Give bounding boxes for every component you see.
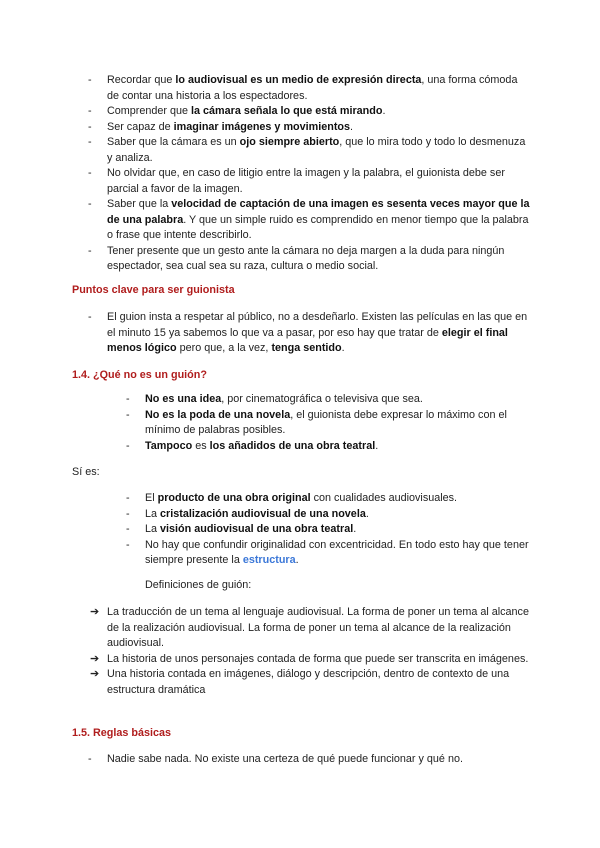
list-item: [88, 310, 531, 357]
text-run: .: [365, 507, 369, 520]
list-item: [126, 507, 531, 523]
bold-text: visión audiovisual de una obra teatral: [160, 523, 354, 535]
text-run: Una historia contada en imágenes, diálogo y descripción, dentro de contexto de una estructura dramática: [107, 668, 510, 696]
bold-text: No es la poda de una novela: [145, 408, 291, 421]
list-item: [88, 104, 531, 120]
bold-text: elegir el final menos lógico: [107, 326, 508, 354]
section-heading-puntos-clave: Puntos clave para ser guionista: [72, 284, 235, 296]
list-item: [126, 538, 531, 569]
dash-bullet-icon: -: [88, 105, 92, 117]
dash-bullet-icon: -: [126, 492, 130, 504]
list-item: [126, 408, 531, 439]
dash-bullet-icon: -: [126, 393, 130, 405]
dash-bullet-icon: -: [88, 311, 92, 323]
definiciones-list: [90, 605, 531, 698]
arrow-bullet-icon: ➔: [90, 652, 100, 665]
bold-text: tenga sentido: [271, 342, 342, 354]
text-run: Saber que la: [107, 198, 172, 210]
text-run: , el guionista debe expresar lo máximo con el mínimo de palabras posibles.: [145, 408, 507, 436]
text-run: es: [192, 439, 210, 452]
bold-text: velocidad de captación de una imagen es sesenta veces mayor que la de una palabra: [107, 198, 530, 226]
list-item: [90, 605, 531, 652]
no-es-list: [126, 392, 531, 454]
dash-bullet-icon: -: [126, 408, 130, 421]
dash-bullet-icon: -: [126, 507, 130, 520]
bold-text: cristalización audiovisual de una novela: [160, 507, 366, 520]
text-run: .: [295, 554, 299, 566]
bold-text: producto de una obra original: [157, 492, 311, 504]
bold-text: Tampoco: [145, 439, 193, 452]
text-run: La traducción de un tema al lenguaje audiovisual. La forma de poner un tema al alcance de la realización audiovisual. La forma de poner un tema al alcance de la realización audiovisual.: [107, 606, 529, 649]
puntos-clave-list: [88, 310, 531, 357]
text-run: La: [145, 523, 161, 535]
list-item: [88, 752, 531, 768]
dash-bullet-icon: -: [126, 439, 130, 452]
text-run: Ser capaz de: [107, 120, 174, 133]
text-run: pero que, a la vez,: [176, 342, 272, 354]
dash-bullet-icon: -: [88, 120, 92, 133]
bold-text: No es una idea: [145, 393, 222, 405]
text-run: No olvidar que, en caso de litigio entre la imagen y la palabra, el guionista debe ser parcial a favor de la imagen.: [107, 167, 505, 195]
arrow-bullet-icon: ➔: [90, 606, 100, 618]
text-run: .: [350, 120, 354, 133]
text-run: , una forma cómoda de contar una historia a los espectadores.: [107, 74, 518, 102]
dash-bullet-icon: -: [88, 136, 92, 148]
list-item: [126, 392, 531, 408]
text-run: , que lo mira todo y todo lo desmenuza y analiza.: [107, 136, 526, 164]
list-item: [90, 667, 531, 698]
text-run: .: [353, 523, 357, 535]
list-item: [126, 522, 531, 538]
bold-text: imaginar imágenes y movimientos: [173, 120, 351, 133]
bold-text: la cámara señala lo que está mirando: [191, 105, 383, 117]
text-run: La historia de unos personajes contada de forma que puede ser transcrita en imágenes.: [107, 652, 529, 665]
text-run: .: [341, 342, 345, 354]
list-item: [126, 491, 531, 507]
text-run: No hay que confundir originalidad con excentricidad. En todo esto hay que tener siempre presente la: [145, 538, 529, 566]
intro-list: [88, 73, 531, 275]
text-run: La: [145, 507, 161, 520]
list-item: [90, 652, 531, 668]
si-es-list: [126, 491, 531, 569]
text-run: , por cinematográfica o televisiva que sea.: [221, 393, 423, 405]
text-run: .: [375, 439, 379, 452]
text-run: El: [145, 492, 158, 504]
list-item: [88, 197, 531, 244]
bold-text: lo audiovisual es un medio de expresión directa: [175, 74, 422, 86]
bold-text: los añadidos de una obra teatral: [209, 439, 376, 452]
text-run: Recordar que: [107, 74, 176, 86]
arrow-bullet-icon: ➔: [90, 668, 100, 680]
text-run: .: [382, 105, 386, 117]
text-run: Nadie sabe nada. No existe una certeza de qué puede funcionar y qué no.: [107, 753, 463, 765]
reglas-list: [88, 752, 531, 768]
text-run: Tener presente que un gesto ante la cámara no deja margen a la duda para ningún espectador, sea cual sea su raza, cultura o medio social.: [107, 244, 505, 272]
section-heading-que-no-es: 1.4. ¿Qué no es un guión?: [72, 369, 207, 381]
si-es-label: Sí es:: [72, 466, 100, 478]
list-item: [88, 244, 531, 275]
list-item: [126, 439, 531, 455]
definiciones-label: Definiciones de guión:: [145, 579, 252, 591]
link-text[interactable]: estructura: [242, 554, 296, 566]
text-run: El guion insta a respetar al público, no a desdeñarlo. Existen las películas en las que en el minuto 15 ya sabemos lo que va a pasar, por eso hay que tratar de: [107, 311, 528, 339]
list-item: [88, 135, 531, 166]
dash-bullet-icon: -: [126, 538, 130, 551]
dash-bullet-icon: -: [88, 167, 92, 179]
text-run: . Y que un simple ruido es comprendido en menor tiempo que la palabra o frase que intente describirlo.: [107, 213, 529, 241]
text-run: con cualidades audiovisuales.: [310, 492, 458, 504]
bold-text: ojo siempre abierto: [239, 136, 340, 148]
dash-bullet-icon: -: [88, 198, 92, 210]
list-item: [88, 120, 531, 136]
dash-bullet-icon: -: [88, 74, 92, 86]
dash-bullet-icon: -: [88, 753, 92, 765]
list-item: [88, 166, 531, 197]
dash-bullet-icon: -: [88, 244, 92, 257]
list-item: [88, 73, 531, 104]
section-heading-reglas-basicas: 1.5. Reglas básicas: [72, 727, 172, 739]
text-run: Saber que la cámara es un: [107, 136, 240, 148]
dash-bullet-icon: -: [126, 523, 130, 535]
text-run: Comprender que: [107, 105, 192, 117]
